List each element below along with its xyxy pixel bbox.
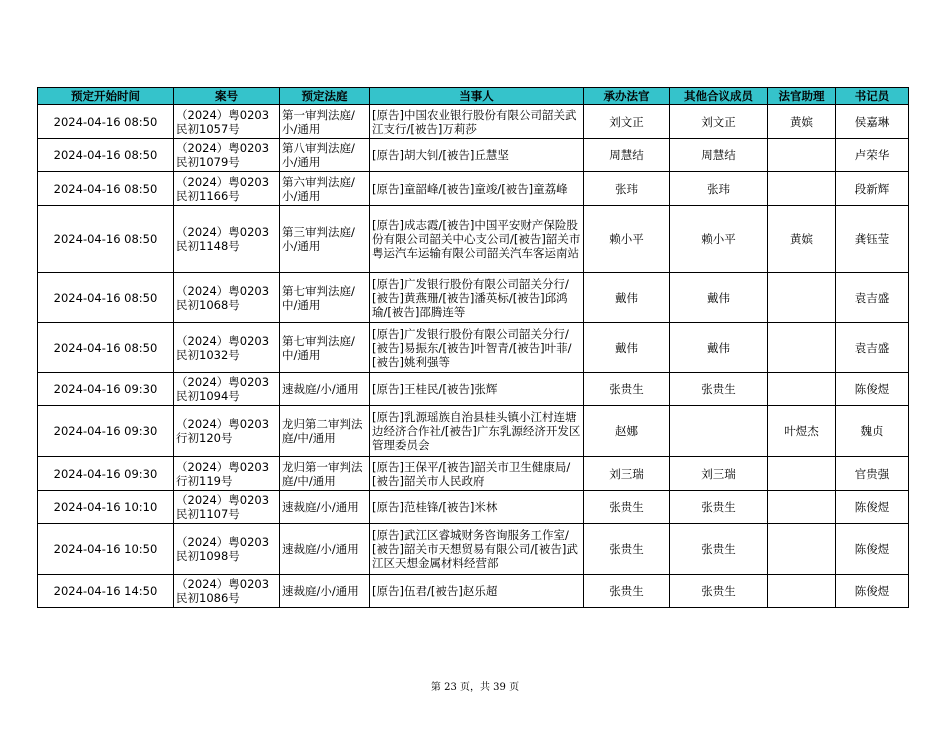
table-row bbox=[38, 491, 909, 524]
cell-court: 第三审判法庭/小/通用 bbox=[280, 206, 370, 273]
cell-panel-members: 刘三瑞 bbox=[670, 457, 768, 491]
cell-clerk: 陈俊煜 bbox=[836, 491, 909, 524]
header-clerk: 书记员 bbox=[836, 88, 909, 105]
cell-court: 速裁庭/小/通用 bbox=[280, 373, 370, 406]
cell-parties: [原告]王桂民/[被告]张辉 bbox=[370, 373, 584, 406]
cell-court: 速裁庭/小/通用 bbox=[280, 491, 370, 524]
header-court: 预定法庭 bbox=[280, 88, 370, 105]
cell-case-number: （2024）粤0203民初1107号 bbox=[174, 491, 280, 524]
table-row bbox=[38, 323, 909, 373]
cell-parties: [原告]广发银行股份有限公司韶关分行/[被告]黄燕珊/[被告]潘英标/[被告]邱鸿瑜/[被告]邵腾连等 bbox=[370, 273, 584, 323]
cell-start-time: 2024-04-16 09:30 bbox=[38, 373, 174, 406]
cell-panel-members: 戴伟 bbox=[670, 323, 768, 373]
cell-clerk: 段新辉 bbox=[836, 172, 909, 206]
cell-judge: 赵娜 bbox=[584, 406, 670, 457]
cell-judge: 张贵生 bbox=[584, 373, 670, 406]
cell-assistant bbox=[768, 524, 836, 575]
cell-parties: [原告]成志霞/[被告]中国平安财产保险股份有限公司韶关中心支公司/[被告]韶关市粤运汽车运输有限公司韶关汽车客运南站 bbox=[370, 206, 584, 273]
cell-case-number: （2024）粤0203民初1086号 bbox=[174, 575, 280, 608]
cell-court: 速裁庭/小/通用 bbox=[280, 575, 370, 608]
cell-judge: 张贵生 bbox=[584, 491, 670, 524]
cell-judge: 戴伟 bbox=[584, 323, 670, 373]
cell-judge: 周慧结 bbox=[584, 139, 670, 172]
table-row bbox=[38, 373, 909, 406]
cell-start-time: 2024-04-16 14:50 bbox=[38, 575, 174, 608]
table-row bbox=[38, 273, 909, 323]
cell-assistant: 黄嫔 bbox=[768, 206, 836, 273]
header-panel-members: 其他合议成员 bbox=[670, 88, 768, 105]
cell-assistant bbox=[768, 457, 836, 491]
cell-panel-members: 刘文正 bbox=[670, 105, 768, 139]
cell-panel-members: 戴伟 bbox=[670, 273, 768, 323]
page-footer: 第 23 页，共 39 页 bbox=[430, 682, 520, 693]
cell-start-time: 2024-04-16 08:50 bbox=[38, 172, 174, 206]
cell-judge: 戴伟 bbox=[584, 273, 670, 323]
cell-case-number: （2024）粤0203民初1068号 bbox=[174, 273, 280, 323]
header-judge: 承办法官 bbox=[584, 88, 670, 105]
cell-clerk: 龚钰莹 bbox=[836, 206, 909, 273]
cell-start-time: 2024-04-16 10:50 bbox=[38, 524, 174, 575]
cell-clerk: 侯嘉琳 bbox=[836, 105, 909, 139]
cell-judge: 刘文正 bbox=[584, 105, 670, 139]
cell-case-number: （2024）粤0203民初1094号 bbox=[174, 373, 280, 406]
cell-panel-members: 周慧结 bbox=[670, 139, 768, 172]
cell-judge: 张贵生 bbox=[584, 524, 670, 575]
cell-panel-members: 赖小平 bbox=[670, 206, 768, 273]
cell-judge: 刘三瑞 bbox=[584, 457, 670, 491]
cell-clerk: 陈俊煜 bbox=[836, 524, 909, 575]
cell-start-time: 2024-04-16 10:10 bbox=[38, 491, 174, 524]
cell-parties: [原告]伍君/[被告]赵乐超 bbox=[370, 575, 584, 608]
cell-start-time: 2024-04-16 08:50 bbox=[38, 206, 174, 273]
cell-judge: 张玮 bbox=[584, 172, 670, 206]
cell-case-number: （2024）粤0203民初1032号 bbox=[174, 323, 280, 373]
table-header-row bbox=[38, 88, 909, 105]
cell-court: 第七审判法庭/中/通用 bbox=[280, 323, 370, 373]
table-row bbox=[38, 105, 909, 139]
header-assistant: 法官助理 bbox=[768, 88, 836, 105]
cell-assistant bbox=[768, 575, 836, 608]
table-row bbox=[38, 524, 909, 575]
cell-judge: 张贵生 bbox=[584, 575, 670, 608]
cell-clerk: 官贵强 bbox=[836, 457, 909, 491]
cell-panel-members: 张贵生 bbox=[670, 575, 768, 608]
cell-clerk: 陈俊煜 bbox=[836, 575, 909, 608]
header-start-time: 预定开始时间 bbox=[38, 88, 174, 105]
cell-assistant bbox=[768, 323, 836, 373]
cell-parties: [原告]胡大钊/[被告]丘慧坚 bbox=[370, 139, 584, 172]
cell-assistant bbox=[768, 491, 836, 524]
court-schedule-table bbox=[37, 87, 909, 608]
cell-clerk: 卢荣华 bbox=[836, 139, 909, 172]
cell-parties: [原告]武江区睿城财务咨询服务工作室/[被告]韶关市天想贸易有限公司/[被告]武江区天想金属材料经营部 bbox=[370, 524, 584, 575]
cell-court: 第七审判法庭/中/通用 bbox=[280, 273, 370, 323]
cell-assistant: 黄嫔 bbox=[768, 105, 836, 139]
cell-panel-members bbox=[670, 406, 768, 457]
cell-court: 第一审判法庭/小/通用 bbox=[280, 105, 370, 139]
cell-clerk: 魏贞 bbox=[836, 406, 909, 457]
table-row bbox=[38, 575, 909, 608]
cell-case-number: （2024）粤0203民初1148号 bbox=[174, 206, 280, 273]
cell-start-time: 2024-04-16 09:30 bbox=[38, 457, 174, 491]
cell-assistant: 叶煜杰 bbox=[768, 406, 836, 457]
cell-assistant bbox=[768, 273, 836, 323]
cell-court: 龙归第二审判法庭/中/通用 bbox=[280, 406, 370, 457]
cell-case-number: （2024）粤0203民初1166号 bbox=[174, 172, 280, 206]
cell-assistant bbox=[768, 373, 836, 406]
cell-case-number: （2024）粤0203民初1098号 bbox=[174, 524, 280, 575]
cell-start-time: 2024-04-16 08:50 bbox=[38, 323, 174, 373]
cell-start-time: 2024-04-16 08:50 bbox=[38, 273, 174, 323]
cell-assistant bbox=[768, 172, 836, 206]
table-row bbox=[38, 457, 909, 491]
cell-panel-members: 张贵生 bbox=[670, 491, 768, 524]
cell-case-number: （2024）粤0203民初1057号 bbox=[174, 105, 280, 139]
cell-court: 龙归第一审判法庭/中/通用 bbox=[280, 457, 370, 491]
cell-judge: 赖小平 bbox=[584, 206, 670, 273]
header-case-number: 案号 bbox=[174, 88, 280, 105]
cell-parties: [原告]范桂锋/[被告]米林 bbox=[370, 491, 584, 524]
cell-start-time: 2024-04-16 08:50 bbox=[38, 139, 174, 172]
cell-parties: [原告]童韶峰/[被告]童竣/[被告]童荔峰 bbox=[370, 172, 584, 206]
cell-parties: [原告]王保平/[被告]韶关市卫生健康局/[被告]韶关市人民政府 bbox=[370, 457, 584, 491]
cell-parties: [原告]广发银行股份有限公司韶关分行/[被告]易振东/[被告]叶智青/[被告]叶菲/[被告]姚利强等 bbox=[370, 323, 584, 373]
table-row bbox=[38, 139, 909, 172]
cell-court: 第六审判法庭/小/通用 bbox=[280, 172, 370, 206]
header-parties: 当事人 bbox=[370, 88, 584, 105]
cell-court: 速裁庭/小/通用 bbox=[280, 524, 370, 575]
cell-case-number: （2024）粤0203行初119号 bbox=[174, 457, 280, 491]
cell-panel-members: 张贵生 bbox=[670, 373, 768, 406]
cell-panel-members: 张玮 bbox=[670, 172, 768, 206]
cell-panel-members: 张贵生 bbox=[670, 524, 768, 575]
cell-clerk: 袁吉盛 bbox=[836, 273, 909, 323]
cell-clerk: 袁吉盛 bbox=[836, 323, 909, 373]
table-row bbox=[38, 172, 909, 206]
table-row bbox=[38, 206, 909, 273]
cell-parties: [原告]乳源瑶族自治县桂头镇小江村连塘边经济合作社/[被告]广东乳源经济开发区管理委员会 bbox=[370, 406, 584, 457]
cell-start-time: 2024-04-16 09:30 bbox=[38, 406, 174, 457]
table-row bbox=[38, 406, 909, 457]
cell-assistant bbox=[768, 139, 836, 172]
cell-start-time: 2024-04-16 08:50 bbox=[38, 105, 174, 139]
cell-court: 第八审判法庭/小/通用 bbox=[280, 139, 370, 172]
cell-clerk: 陈俊煜 bbox=[836, 373, 909, 406]
cell-case-number: （2024）粤0203民初1079号 bbox=[174, 139, 280, 172]
cell-case-number: （2024）粤0203行初120号 bbox=[174, 406, 280, 457]
cell-parties: [原告]中国农业银行股份有限公司韶关武江支行/[被告]万莉莎 bbox=[370, 105, 584, 139]
